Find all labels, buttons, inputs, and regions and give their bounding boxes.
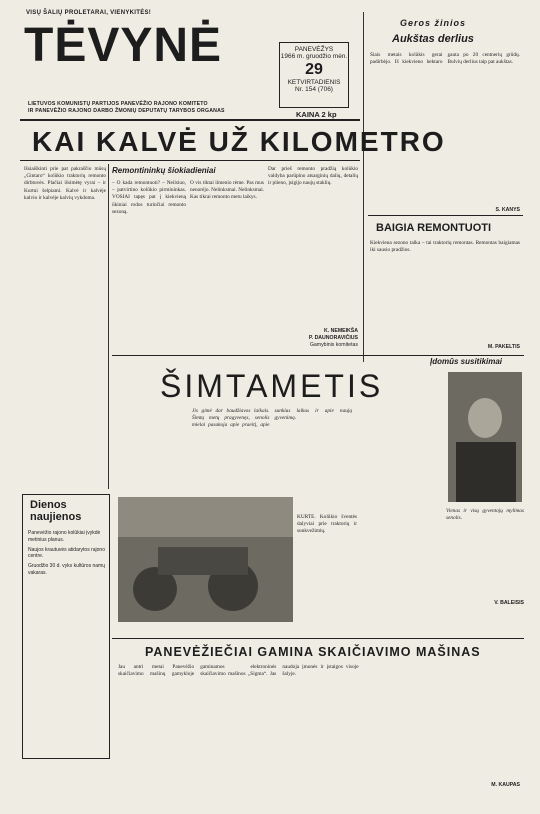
- issue-date-box: [279, 42, 349, 108]
- lead-column-divider: [108, 164, 109, 489]
- lead-sign-1: K. NEMEIKŠA: [323, 328, 358, 334]
- issue-weekday: KETVIRTADIENIS: [287, 78, 341, 86]
- aside-text-2: Kiekviena sezono talka – tai traktorių remontas. Remontas baigiamas iki sausio pradžios.: [370, 240, 520, 254]
- photo-caption: KURTE. Kolūkio šventės dalyviai prie traktorių ir sunkvežimių.: [297, 514, 357, 535]
- issue-day: 29: [305, 60, 323, 78]
- aside-rule: [368, 215, 523, 216]
- lead-column-4: Dar prieš remonto pradžią kolūkio valdyba parūpino atsarginių dalių, detalių ir plieno, įsigijo naujų staklių.: [268, 166, 358, 187]
- aside-title-2: BAIGIA REMONTUOTI: [376, 222, 492, 234]
- portrait-photo: [448, 372, 522, 502]
- feature-sign: V. BALEISIS: [494, 600, 524, 606]
- news-list: [28, 530, 106, 580]
- news-item: Panevėžio rajono kolūkiai įvykdė metinius planus.: [28, 530, 101, 543]
- lead-rule: [20, 160, 360, 161]
- bottom-sign: M. KAUPAS: [491, 782, 520, 788]
- lead-sign-note: Gamybinis komitetas: [309, 342, 358, 348]
- tractor-photo: [118, 497, 293, 622]
- news-item: Naujos krautuvės atidarytos rajono centre.: [28, 546, 105, 560]
- bottom-text: Jau antri metai Panevėžio skaičiavimo mašinų gamykloje gaminamos elektroninės skaičiavimo mašinos „Sigma“. Jas naudoja įmonės ir įstaigos visoje šalyje.: [118, 664, 359, 678]
- lead-headline: KAI KALVĖ UŽ KILOMETRO: [32, 126, 446, 157]
- bottom-rule: [112, 638, 524, 639]
- lead-rubric: Remontininkų šiokiadieniai: [112, 166, 216, 175]
- bottom-headline: PANEVĖŽIEČIAI GAMINA SKAIČIAVIMO MAŠINAS: [145, 645, 481, 659]
- lead-column-1: Išsiaiškinti prie pat pakraščio mūsų „Gintaro“ kolūkio traktorių remonto dirbtuvės. Plačiai išsimėtę vyrai – ir Kurtui šelpiami. Kalvė ir kalvėje kalvio ir kalvėje kalvių vykdoma.: [24, 166, 106, 201]
- news-item: Gruodžio 30 d. vyks kultūros namų vakaras.: [28, 563, 105, 576]
- aside-kicker: Geros žinios: [400, 18, 467, 28]
- masthead-subtitle-1: LIETUVOS KOMUNISTŲ PARTIJOS PANEVĖŽIO RAJONO KOMITETO: [28, 101, 208, 107]
- feature-kicker: Įdomūs susitikimai: [430, 357, 503, 366]
- aside-text-1: Šiais metais kolūkis gerai padirbėjo. Iš kiekvieno hektaro gauta po 20 centnerių grūdų. Bulvių derlius taip pat aukštas.: [370, 52, 520, 66]
- feature-caption: Vienas ir visų gyventojų mylimas senolis.: [446, 508, 524, 522]
- masthead-motto: VISŲ ŠALIŲ PROLETARAI, VIENYKITĖS!: [26, 10, 152, 16]
- aside-sign-1: S. KANYS: [495, 207, 520, 213]
- feature-text-cont: [362, 366, 437, 636]
- masthead-subtitle-2: IR PANEVĖŽIO RAJONO DARBO ŽMONIŲ DEPUTATŲ TARYBOS ORGANAS: [28, 108, 225, 114]
- issue-date: 1966 m. gruodžio mėn.: [280, 53, 348, 61]
- masthead-rule: [20, 119, 360, 121]
- aside-sign-2: M. PAKELTIS: [487, 344, 520, 350]
- aside-divider: [363, 12, 364, 362]
- issue-city: PANEVĖŽYS: [294, 46, 334, 53]
- lead-column-2: – O kada remontuoti? – Neilsiuo, – patvirtino kolūkio pirmininkas. VOSIAI tapęs pat į kiekvieną ūkiniai rodos turinčiai remonto sezoną.: [112, 180, 186, 215]
- news-title: Dienos naujienos: [30, 499, 82, 523]
- issue-price: KAINA 2 kp: [296, 110, 337, 119]
- feature-rule: [112, 355, 524, 356]
- lead-column-3: O vis tiktai ilmenio rėme. Pas mus nenorėjo. Nelinksmai. Nelinksmai. Kas tikrai remonto metu laikys.: [190, 180, 264, 201]
- feature-text: Jis gimė dar baudžiavos laikais. Šimtą metų pragyvenęs, senolis mielai pasakoja apie praeitį, apie sunkius laikus ir apie naują gyvenimą.: [192, 408, 352, 429]
- lead-sign-2: P. DAUNORAVIČIUS: [308, 335, 358, 341]
- issue-number: Nr. 154 (706): [295, 86, 333, 94]
- masthead-title: TĖVYNĖ: [24, 19, 223, 72]
- feature-title: ŠIMTAMETIS: [160, 368, 384, 404]
- aside-title-1: Aukštas derlius: [392, 33, 474, 45]
